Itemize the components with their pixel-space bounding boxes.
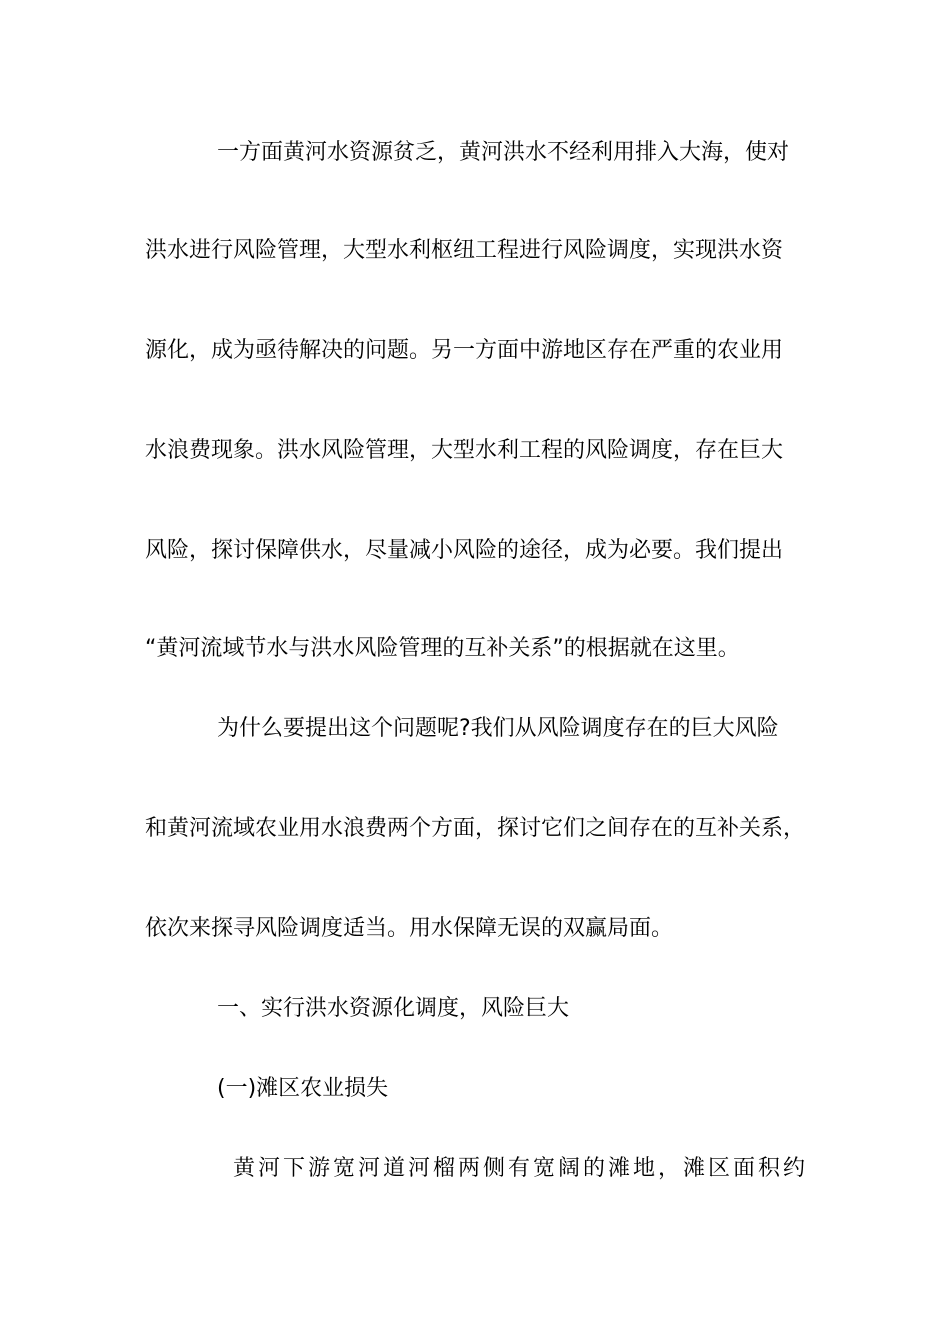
paragraph-line-7: 为什么要提出这个问题呢?我们从风险调度存在的巨大风险	[217, 716, 779, 741]
paragraph-line-4: 水浪费现象。洪水风险管理，大型水利工程的风险调度，存在巨大	[145, 438, 784, 463]
section-heading: 一、实行洪水资源化调度，风险巨大	[217, 996, 570, 1021]
paragraph-line-9: 依次来探寻风险调度适当。用水保障无误的双赢局面。	[145, 916, 674, 941]
paragraph-line-6: “黄河流域节水与洪水风险管理的互补关系”的根据就在这里。	[145, 636, 740, 661]
paragraph-line-8: 和黄河流域农业用水浪费两个方面，探讨它们之间存在的互补关系，	[145, 816, 806, 841]
paragraph-line-3: 源化，成为亟待解决的问题。另一方面中游地区存在严重的农业用	[145, 338, 784, 363]
paragraph-line-5: 风险，探讨保障供水，尽量减小风险的途径，成为必要。我们提出	[145, 538, 784, 563]
paragraph-line-2: 洪水进行风险管理，大型水利枢纽工程进行风险调度，实现洪水资	[145, 238, 784, 263]
paragraph-line-12: 黄河下游宽河道河榴两侧有宽阔的滩地，滩区面积约	[233, 1156, 809, 1181]
paragraph-line-1: 一方面黄河水资源贫乏，黄河洪水不经利用排入大海，使对	[217, 140, 790, 165]
subsection-heading: (一)滩区农业损失	[217, 1076, 389, 1101]
